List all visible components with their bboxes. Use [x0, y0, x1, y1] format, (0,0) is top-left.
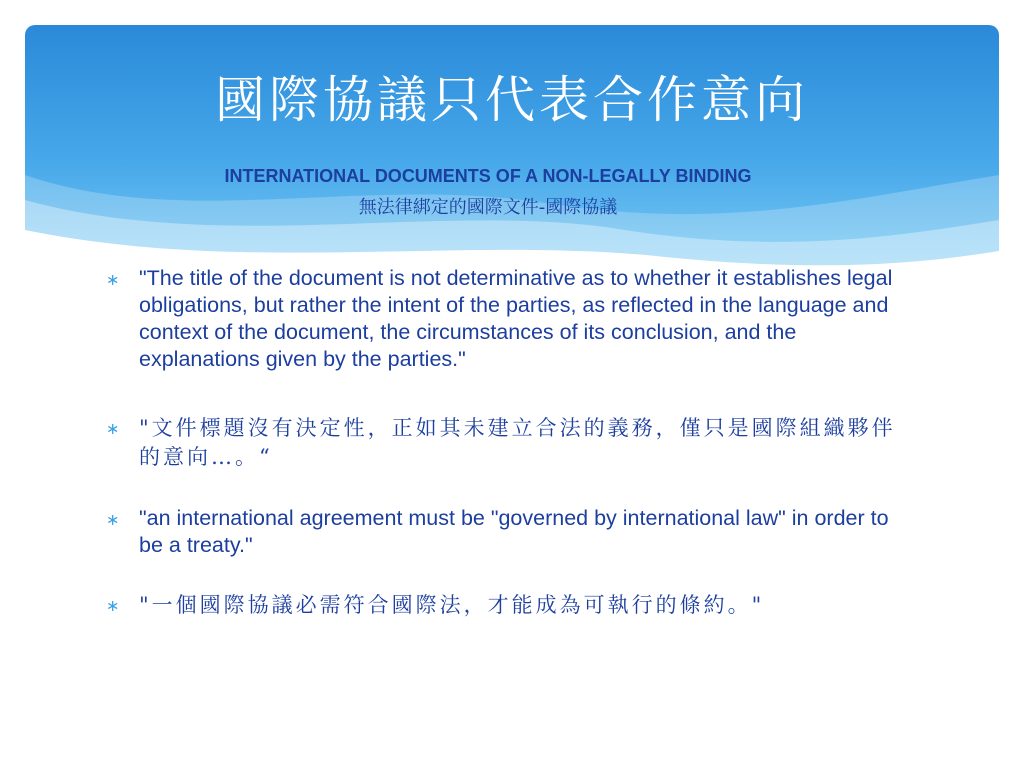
bullet-text: "文件標題沒有決定性，正如其未建立合法的義務，僅只是國際組織夥伴的意向…。“ — [139, 416, 896, 469]
header-wave-graphic — [25, 25, 999, 275]
subtitle-chinese: 無法律綁定的國際文件-國際協議 — [358, 197, 618, 218]
slide-title: 國際協議只代表合作意向 — [215, 71, 809, 129]
asterisk-bullet-icon: ∗ — [106, 270, 120, 289]
list-item — [106, 591, 916, 620]
asterisk-bullet-icon: ∗ — [106, 510, 120, 529]
list-item — [106, 265, 916, 373]
header-band — [25, 25, 999, 275]
list-item — [106, 414, 916, 472]
asterisk-bullet-icon: ∗ — [106, 419, 123, 438]
bullet-text: "一個國際協議必需符合國際法，才能成為可執行的條約。" — [139, 593, 765, 617]
asterisk-bullet-icon: ∗ — [106, 596, 123, 615]
bullet-text: "The title of the document is not determinative as to whether it establishes legal obligations, but rather the intent of the parties, as reflected in the language and context of the document, the circumstances of its conclusion, and the explanations given by the parties." — [139, 266, 893, 371]
list-item — [106, 505, 916, 559]
bullet-text: "an international agreement must be "governed by international law" in order to be a treaty." — [139, 506, 889, 557]
subtitle-english: INTERNATIONAL DOCUMENTS OF A NON-LEGALLY BINDING — [224, 166, 752, 186]
bullet-list — [106, 265, 916, 620]
